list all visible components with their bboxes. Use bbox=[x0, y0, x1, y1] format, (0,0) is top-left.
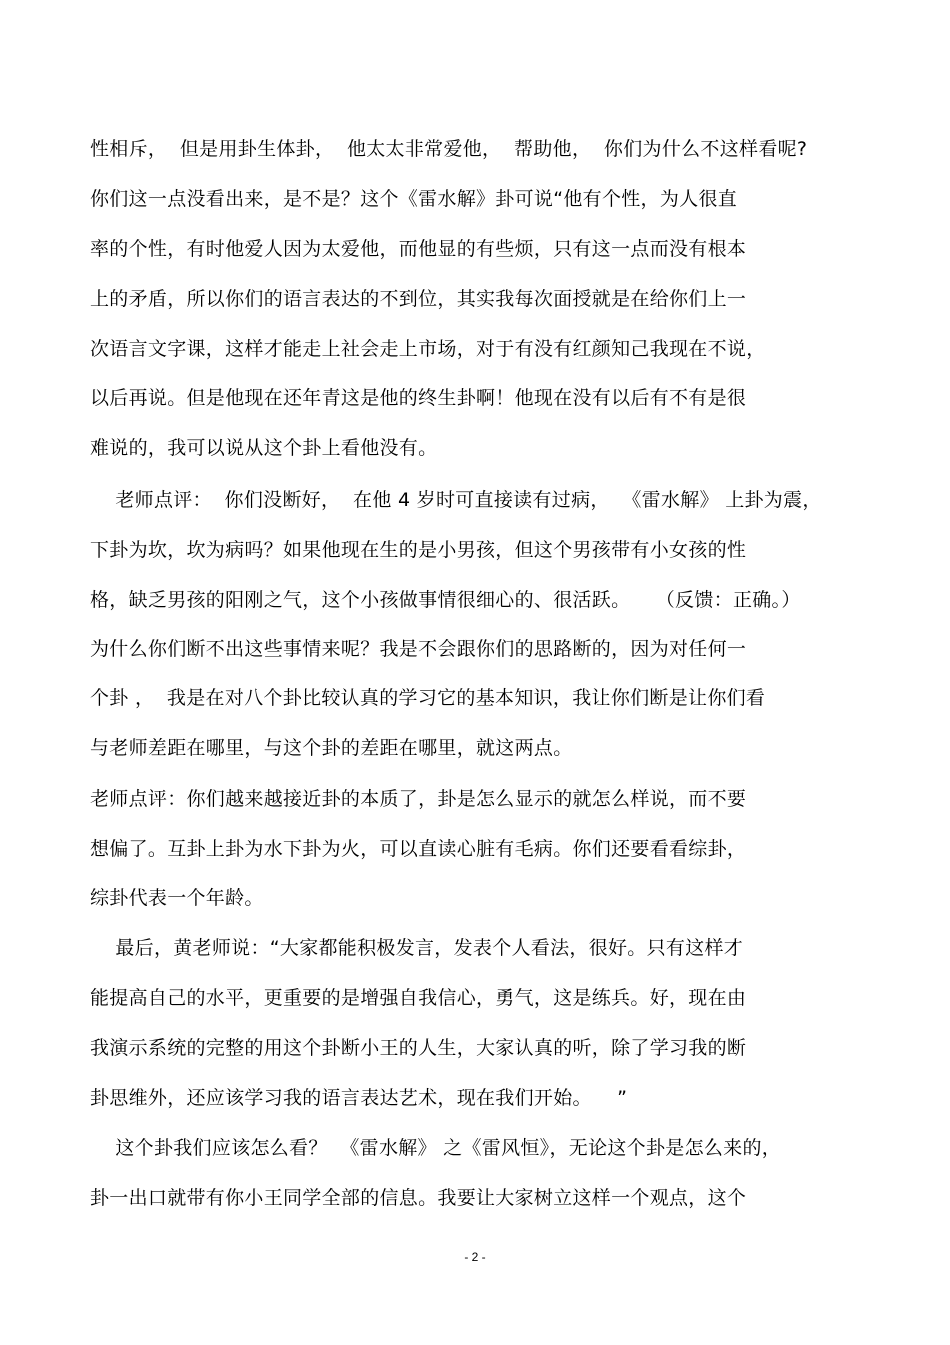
text-line-11: 为什么你们断不出这些事情来呢？我是不会跟你们的思路断的，因为对任何一 bbox=[90, 638, 747, 660]
text-line-12: 个卦 ， 我是在对八个卦比较认真的学习它的基本知识，我让你们断是让你们看 bbox=[90, 687, 766, 709]
text-line-13: 与老师差距在哪里，与这个卦的差距在哪里，就这两点。 bbox=[90, 737, 573, 759]
text-line-9: 下卦为坎，坎为病吗？如果他现在生的是小男孩，但这个男孩带有小女孩的性 bbox=[90, 539, 747, 561]
text-line-22: 卦一出口就带有你小王同学全部的信息。我要让大家树立这样一个观点，这个 bbox=[90, 1187, 747, 1209]
text-line-7: 难说的，我可以说从这个卦上看他没有。 bbox=[90, 437, 438, 459]
text-line-15: 想偏了。互卦上卦为水下卦为火，可以直读心脏有毛病。你们还要看看综卦， bbox=[90, 838, 747, 860]
text-line-1: 性相斥， 但是用卦生体卦， 他太太非常爱他， 帮助他， 你们为什么不这样看呢? bbox=[90, 138, 808, 160]
text-line-16: 综卦代表一个年龄。 bbox=[90, 887, 264, 909]
text-line-8: 老师点评： 你们没断好， 在他 4 岁时可直接读有过病， 《雷水解》 上卦为震， bbox=[90, 489, 822, 511]
page-number: - 2 - bbox=[464, 1250, 486, 1264]
text-line-4: 上的矛盾，所以你们的语言表达的不到位，其实我每次面授就是在给你们上一 bbox=[90, 288, 747, 310]
text-line-5: 次语言文字课，这样才能走上社会走上市场，对于有没有红颜知己我现在不说， bbox=[90, 338, 766, 360]
text-line-18: 能提高自己的水平，更重要的是增强自我信心，勇气，这是练兵。好，现在由 bbox=[90, 987, 747, 1009]
text-line-10: 格，缺乏男孩的阳刚之气，这个小孩做事情很细心的、很活跃。 （反馈：正确。） bbox=[90, 589, 801, 611]
text-line-20: 卦思维外，还应该学习我的语言表达艺术，现在我们开始。 ” bbox=[90, 1087, 628, 1109]
text-line-2: 你们这一点没看出来，是不是？这个《雷水解》卦可说“他有个性，为人很直 bbox=[90, 188, 738, 210]
text-line-6: 以后再说。但是他现在还年青这是他的终生卦啊！他现在没有以后有不有是很 bbox=[90, 387, 747, 409]
text-line-14: 老师点评：你们越来越接近卦的本质了，卦是怎么显示的就怎么样说，而不要 bbox=[90, 788, 747, 810]
text-line-19: 我演示系统的完整的用这个卦断小王的人生，大家认真的听，除了学习我的断 bbox=[90, 1037, 747, 1059]
text-line-21: 这个卦我们应该怎么看？ 《雷水解》 之《雷风恒》，无论这个卦是怎么来的， bbox=[90, 1137, 782, 1159]
text-line-17: 最后，黄老师说：“大家都能积极发言，发表个人看法，很好。只有这样才 bbox=[90, 937, 744, 959]
text-line-3: 率的个性，有时他爱人因为太爱他，而他显的有些烦，只有这一点而没有根本 bbox=[90, 238, 747, 260]
